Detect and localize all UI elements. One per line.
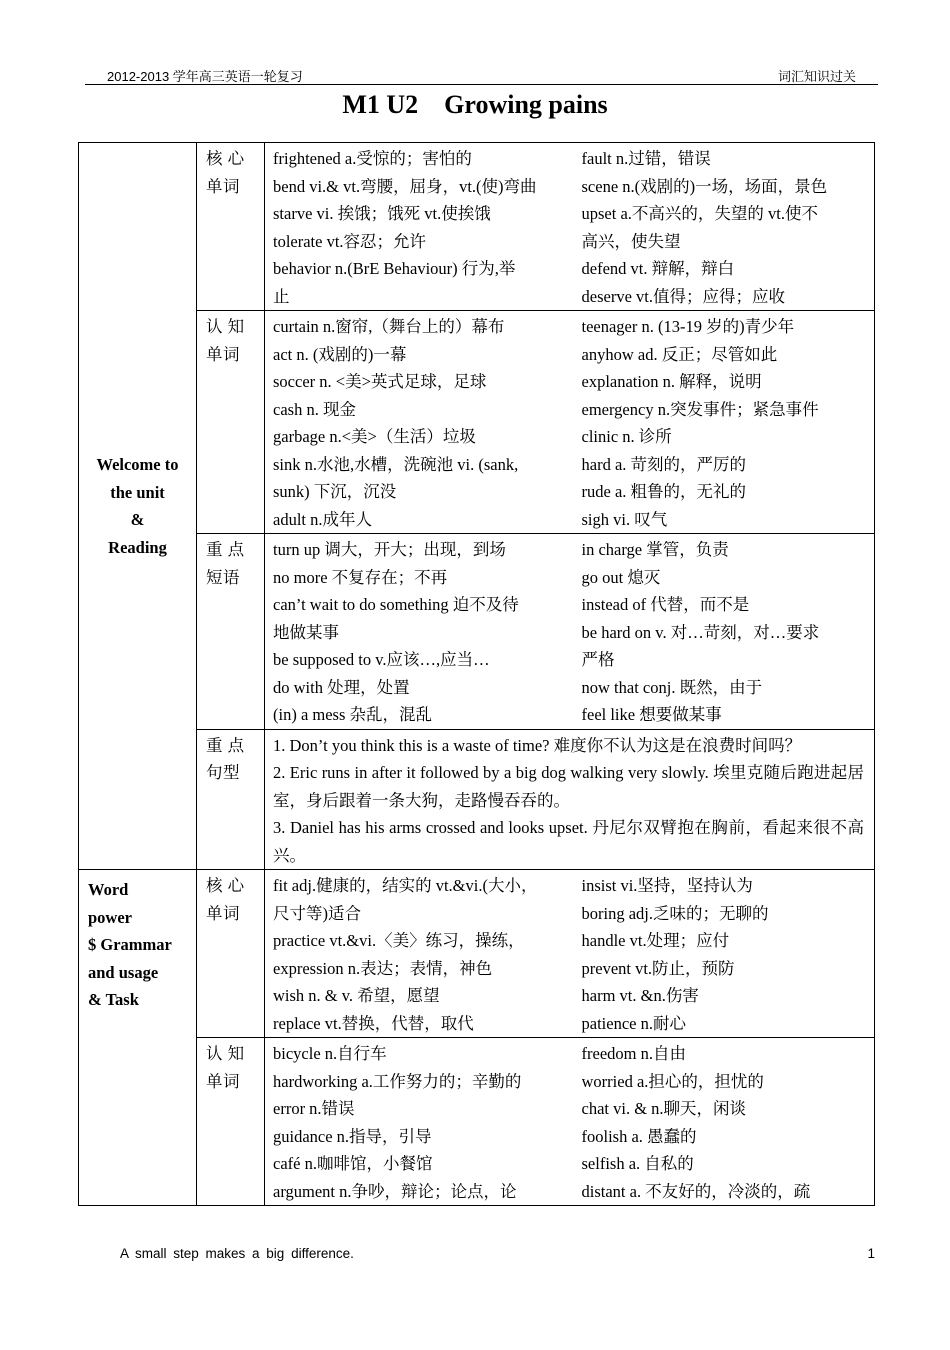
section-name-line: power xyxy=(88,907,132,927)
table-row xyxy=(79,143,875,311)
vocab-column-left xyxy=(265,143,578,311)
category-label-line: 重 点 xyxy=(206,540,245,559)
vocab-line: distant a. 不友好的，冷淡的，疏 xyxy=(581,1181,811,1201)
vocab-line: chat vi. & n.聊天，闲谈 xyxy=(581,1099,747,1118)
vocab-column-right xyxy=(578,311,875,534)
vocab-line: frightened a.受惊的；害怕的 xyxy=(273,149,472,168)
vocab-line: hardworking a.工作努力的；辛勤的 xyxy=(273,1071,522,1091)
vocab-line: sink n.水池,水槽，洗碗池 vi. (sank, xyxy=(273,454,519,474)
table-row xyxy=(79,311,875,534)
vocab-line: teenager n. (13-19 岁的)青少年 xyxy=(581,317,795,336)
vocab-line: harm vt. &n.伤害 xyxy=(581,986,699,1005)
vocab-line: 严格 xyxy=(581,650,615,669)
vocab-line: in charge 掌管，负责 xyxy=(581,540,729,559)
header-right: 词汇知识过关 xyxy=(777,69,856,84)
footer-motto: A small step makes a big difference. xyxy=(120,1246,354,1261)
category-label-line: 单词 xyxy=(206,344,240,364)
vocab-column-left xyxy=(265,1038,578,1206)
vocab-line: tolerate vt.容忍；允许 xyxy=(273,231,427,251)
category-label xyxy=(197,311,265,534)
vocab-line: guidance n.指导，引导 xyxy=(273,1126,432,1146)
category-label xyxy=(197,534,265,730)
vocab-line: freedom n.自由 xyxy=(581,1044,686,1063)
vocab-line: scene n.(戏剧的)一场，场面，景色 xyxy=(581,176,828,196)
category-label-line: 句型 xyxy=(206,763,240,782)
vocab-line: go out 熄灭 xyxy=(581,567,661,587)
vocab-line: rude a. 粗鲁的，无礼的 xyxy=(581,482,747,501)
vocab-column-right xyxy=(578,143,875,311)
vocab-line: boring adj.乏味的；无聊的 xyxy=(581,903,769,923)
vocab-line: hard a. 苛刻的，严厉的 xyxy=(581,454,747,474)
vocab-line: bend vi.& vt.弯腰，屈身，vt.(使)弯曲 xyxy=(273,176,537,196)
sentence-item: 1. Don’t you think this is a waste of time? 难度你不认为这是在浪费时间吗？ xyxy=(273,735,802,755)
section-name-line: $ Grammar xyxy=(88,935,172,954)
vocab-line: wish n. & v. 希望，愿望 xyxy=(273,986,440,1005)
section-name xyxy=(79,870,197,1206)
key-sentences xyxy=(265,729,875,870)
vocab-line: sunk) 下沉，沉没 xyxy=(273,482,397,501)
vocab-line: explanation n. 解释，说明 xyxy=(581,372,762,391)
vocab-column-left xyxy=(265,311,578,534)
vocab-line: curtain n.窗帘,（舞台上的）幕布 xyxy=(273,317,505,336)
vocab-line: worried a.担心的，担忧的 xyxy=(581,1071,764,1091)
section-name xyxy=(79,143,197,870)
vocab-line: garbage n.<美>（生活）垃圾 xyxy=(273,427,476,446)
vocab-line: prevent vt.防止，预防 xyxy=(581,958,735,978)
vocab-line: fit adj.健康的，结实的 vt.&vi.(大小， xyxy=(273,876,538,895)
vocab-line: patience n.耐心 xyxy=(581,1013,686,1033)
vocab-column-right xyxy=(578,1038,875,1206)
vocab-line: adult n.成年人 xyxy=(273,509,372,529)
vocab-line: 止 xyxy=(273,286,290,306)
vocab-line: insist vi.坚持，坚持认为 xyxy=(581,876,753,895)
vocab-line: behavior n.(BrE Behaviour) 行为,举 xyxy=(273,259,516,278)
category-label-line: 单词 xyxy=(206,903,240,923)
section-name-line: the unit xyxy=(110,482,165,502)
vocab-column-right xyxy=(578,534,875,730)
vocab-line: replace vt.替换，代替，取代 xyxy=(273,1013,474,1033)
section-name-line: & Task xyxy=(88,990,139,1009)
section-name-line: Word xyxy=(88,880,129,899)
vocab-line: do with 处理，处置 xyxy=(273,677,410,697)
vocabulary-table xyxy=(78,142,875,1206)
vocab-line: 地做某事 xyxy=(273,622,339,642)
vocab-line: 尺寸等)适合 xyxy=(273,903,361,923)
category-label-line: 认 知 xyxy=(206,317,245,336)
page-number: 1 xyxy=(867,1246,875,1261)
category-label xyxy=(197,729,265,870)
vocab-line: cash n. 现金 xyxy=(273,399,356,419)
vocab-line: defend vt. 辩解，辩白 xyxy=(581,259,735,278)
category-label xyxy=(197,870,265,1038)
vocab-line: can’t wait to do something 迫不及待 xyxy=(273,595,519,614)
sentence-item: 2. Eric runs in after it followed by a big dog walking very slowly. 埃里克随后跑进起居室，身后跟着一条大狗，走路慢吞吞的。 xyxy=(273,763,864,810)
vocab-line: practice vt.&vi.〈美〉练习，操练， xyxy=(273,931,525,950)
vocab-line: selfish a. 自私的 xyxy=(581,1154,694,1173)
vocab-line: starve vi. 挨饿；饿死 vt.使挨饿 xyxy=(273,204,491,223)
vocab-line: 高兴，使失望 xyxy=(581,231,681,251)
page-footer xyxy=(120,1246,880,1261)
vocabulary-table-body xyxy=(79,143,875,1206)
vocab-line: anyhow ad. 反正；尽管如此 xyxy=(581,344,778,364)
table-row xyxy=(79,1038,875,1206)
vocab-line: clinic n. 诊所 xyxy=(581,427,672,446)
page-title: M1 U2 Growing pains xyxy=(342,90,608,119)
category-label-line: 短语 xyxy=(206,567,240,587)
vocab-line: bicycle n.自行车 xyxy=(273,1044,387,1063)
vocab-line: no more 不复存在；不再 xyxy=(273,567,448,587)
vocab-line: instead of 代替，而不是 xyxy=(581,595,750,614)
table-row xyxy=(79,534,875,730)
category-label xyxy=(197,1038,265,1206)
category-label-line: 核 心 xyxy=(206,876,245,895)
vocab-line: be supposed to v.应该…,应当… xyxy=(273,650,490,669)
vocab-line: expression n.表达；表情，神色 xyxy=(273,958,493,978)
section-name-line: Welcome to xyxy=(96,455,179,474)
category-label-line: 核 心 xyxy=(206,149,245,168)
vocab-line: handle vt.处理；应付 xyxy=(581,931,730,950)
vocab-line: foolish a. 愚蠢的 xyxy=(581,1126,697,1146)
category-label-line: 认 知 xyxy=(206,1044,245,1063)
vocab-line: act n. (戏剧的)一幕 xyxy=(273,344,407,364)
page-header xyxy=(85,64,878,84)
vocab-line: argument n.争吵，辩论；论点，论 xyxy=(273,1181,517,1201)
vocab-line: error n.错误 xyxy=(273,1099,355,1118)
vocab-line: now that conj. 既然，由于 xyxy=(581,677,763,697)
vocab-line: upset a.不高兴的，失望的 vt.使不 xyxy=(581,204,818,223)
category-label xyxy=(197,143,265,311)
vocab-line: (in) a mess 杂乱，混乱 xyxy=(273,705,433,724)
vocab-column-left xyxy=(265,870,578,1038)
vocab-column-right xyxy=(578,870,875,1038)
section-name-line: and usage xyxy=(88,962,159,982)
table-row xyxy=(79,729,875,870)
vocab-line: deserve vt.值得；应得；应收 xyxy=(581,286,785,306)
category-label-line: 重 点 xyxy=(206,735,245,755)
vocab-line: café n.咖啡馆，小餐馆 xyxy=(273,1154,433,1173)
vocab-line: fault n.过错，错误 xyxy=(581,149,711,168)
vocab-line: be hard on v. 对…苛刻，对…要求 xyxy=(581,622,820,642)
header-left: 2012-2013 学年高三英语一轮复习 xyxy=(107,69,303,84)
vocab-line: soccer n. <美>英式足球，足球 xyxy=(273,372,487,391)
category-label-line: 单词 xyxy=(206,176,240,196)
header-rule xyxy=(85,84,878,85)
vocab-column-left xyxy=(265,534,578,730)
vocab-line: feel like 想要做某事 xyxy=(581,705,722,724)
section-name-line: Reading xyxy=(108,537,167,557)
sentence-item: 3. Daniel has his arms crossed and looks upset. 丹尼尔双臂抱在胸前，看起来很不高兴。 xyxy=(273,818,864,865)
vocab-line: turn up 调大，开大；出现，到场 xyxy=(273,540,506,559)
section-name-line: & xyxy=(130,510,145,529)
vocab-line: emergency n.突发事件；紧急事件 xyxy=(581,399,819,419)
table-row xyxy=(79,870,875,1038)
vocab-line: sigh vi. 叹气 xyxy=(581,509,668,529)
category-label-line: 单词 xyxy=(206,1071,240,1091)
